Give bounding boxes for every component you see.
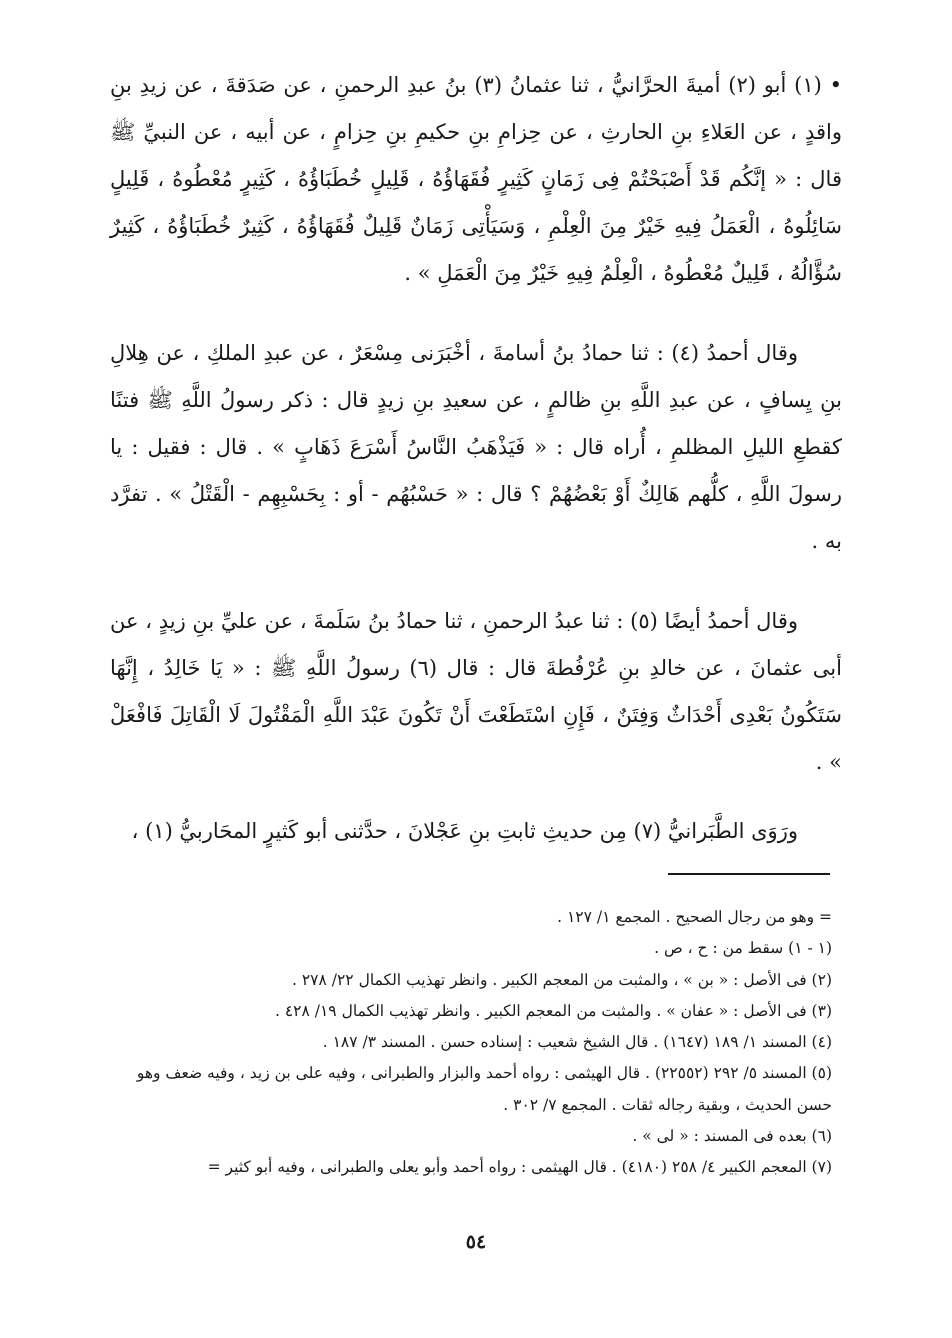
footnote-divider [668,873,830,875]
paragraph-text: • (١) أبو (٢) أميةَ الحرَّانيُّ ، ثنا عثمانُ (٣) بنُ عبدِ الرحمنِ ، عن صَدَقةَ ، عن زيدِ بنِ واقدٍ ، عن العَلاءِ بنِ الحارثِ ، عن حِزامِ بنِ حكيمِ بنِ حِزامٍ ، عن أبيه ، عن النبيِّ ﷺ قال : « إنَّكُم قَدْ أَصْبَحْتُمْ فِى زَمَانٍ كَثِيرٍ فُقَهَاؤُهُ ، قَلِيلٍ خُطَبَاؤُهُ ، كَثِيرٍ مُعْطُوهُ ، قَلِيلٍ سَائِلُوهُ ، الْعَمَلُ فِيهِ خَيْرٌ مِنَ الْعِلْمِ ، وَسَيَأْتِى زَمَانٌ قَلِيلٌ فُقَهَاؤُهُ ، كَثِيرٌ خُطَبَاؤُهُ ، كَثِيرٌ سُؤَّالُهُ ، قَلِيلٌ مُعْطُوهُ ، الْعِلْمُ فِيهِ خَيْرٌ مِنَ الْعَمَلِ » . [110,73,842,285]
footnote: = وهو من رجال الصحيح . المجمع ١/ ١٢٧ . [557,908,832,926]
paragraph-4 [110,808,842,855]
footnote: (٦) بعده فى المسند : « لى » . [632,1127,832,1146]
footnote: (٥) المسند ٥/ ٢٩٢ (٢٢٥٥٢) . قال الهيثمى : رواه أحمد والبزار والطبرانى ، وفيه على بن زيد ، وفيه ضعف وهو حسن الحديث ، وبقية رجاله ثقات . المجمع ٧/ ٣٠٢ . [136,1064,832,1114]
paragraph-text: وقال أحمدُ (٤) : ثنا حمادُ بنُ أسامةَ ، أخْبَرَنى مِسْعَرٌ ، عن عبدِ الملكِ ، عن هِلالِ بنِ يِسافٍ ، عن عبدِ اللَّهِ بنِ ظالمٍ ، عن سعيدِ بنِ زيدٍ قال : ذكر رسولُ اللَّهِ ﷺ فتنًا كقطعِ الليلِ المظلمِ ، أُراه قال : « فَيَذْهَبُ النَّاسُ أَسْرَعَ ذَهَابٍ » . قال : فقيل : يا رسولَ اللَّهِ ، كلُّهم هَالِكٌ أَوْ بَعْضُهُمْ ؟ قال : « حَسْبُهُم - أو : بِحَسْبِهِم - الْقَتْلُ » . تفرَّد به . [110,341,842,553]
paragraph-text: ورَوَى الطَّبَرانيُّ (٧) مِن حديثِ ثابتِ بنِ عَجْلانَ ، حدَّثنى أبو كَثيرٍ المحَاربيُّ (١) ، [131,819,798,843]
footnote: (١ - ١) سقط من : ح ، ص . [654,939,832,958]
footnote: (٤) المسند ١/ ١٨٩ (١٦٤٧) . قال الشيخ شعيب : إسناده حسن . المسند ٣/ ١٨٧ . [322,1033,832,1052]
paragraph-text: وقال أحمدُ أيضًا (٥) : ثنا عبدُ الرحمنِ ، ثنا حمادُ بنُ سَلَمةَ ، عن عليِّ بنِ زيدٍ ، عن أبى عثمانَ ، عن خالدِ بنِ عُرْفُطةَ قال : قال (٦) رسولُ اللَّهِ ﷺ : « يَا خَالِدُ ، إِنَّهَا سَتَكُونُ بَعْدِى أَحْدَاثٌ وَفِتَنٌ ، فَإِنِ اسْتَطَعْتَ أَنْ تَكُونَ عَبْدَ اللَّهِ الْمَقْتُولَ لَا الْقَاتِلَ فَافْعَلْ » . [110,609,842,774]
footnotes [118,902,832,1184]
paragraph-2 [110,330,842,565]
footnote: (٣) فى الأصل : « عفان » . والمثبت من المعجم الكبير . وانظر تهذيب الكمال ١٩/ ٤٢٨ . [274,1001,832,1020]
page-number: ٥٤ [465,1231,487,1253]
footnote: (٢) فى الأصل : « بن » ، والمثبت من المعجم الكبير . وانظر تهذيب الكمال ٢٢/ ٢٧٨ . [291,970,832,989]
footnote: (٧) المعجم الكبير ٤/ ٢٥٨ (٤١٨٠) . قال الهيثمى : رواه أحمد وأبو يعلى والطبرانى ، وفيه أبو كثير = [207,1158,832,1177]
paragraph-1 [110,62,842,297]
paragraph-3 [110,598,842,786]
